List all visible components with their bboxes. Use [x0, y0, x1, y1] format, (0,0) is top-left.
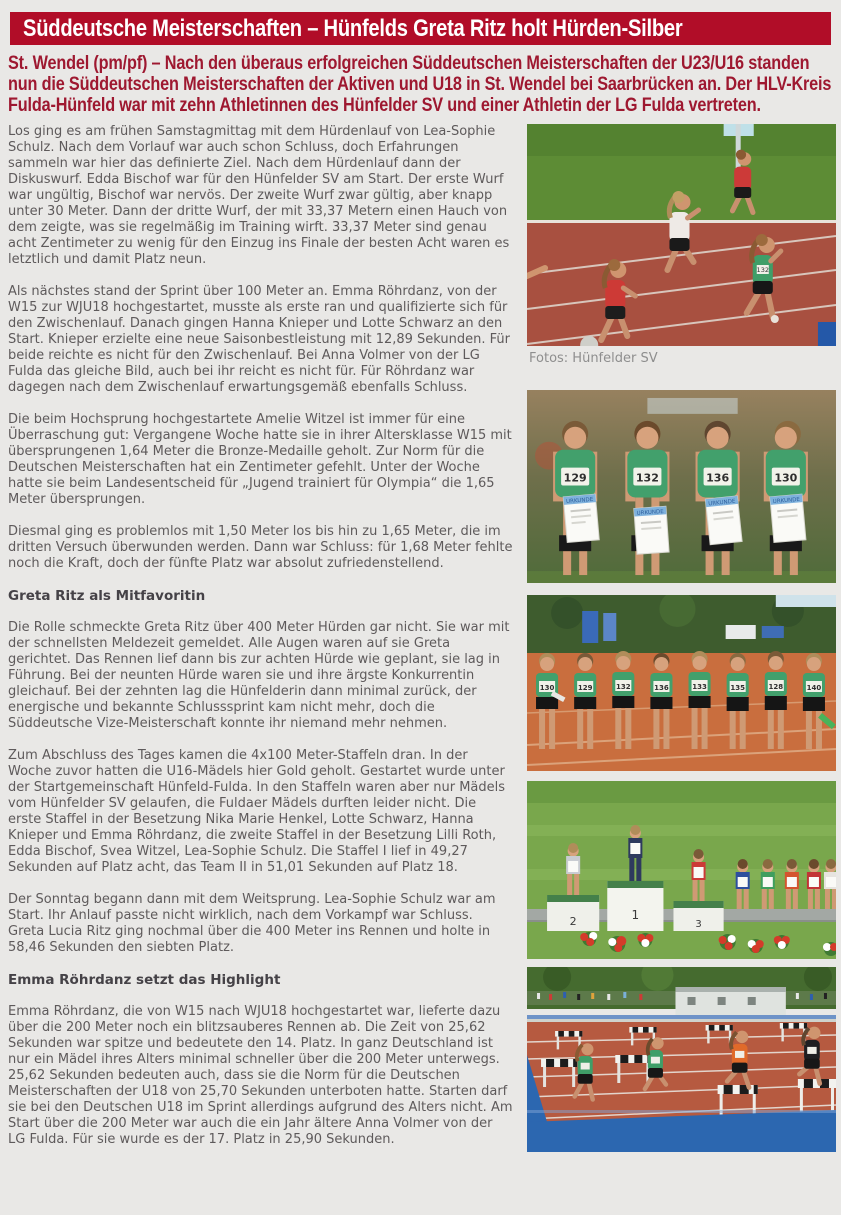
photo-hurdles-race — [527, 967, 836, 1152]
certificate-title: URKUNDE — [772, 496, 801, 506]
bib-number: 130 — [539, 683, 555, 692]
article-paragraph: Zum Abschluss des Tages kamen die 4x100 Meter-Staffeln dran. In der Woche zuvor hatten die U16-Mädels hier Gold geholt. Gestartet wurde unter der Startgemeinschaft Hünfeld-Fulda. In den Staffeln waren aber nur Mädels vom Hünfelder SV gelaufen, die Fuldaer Mädels durften leider nicht. Die erste Staffel in der Besetzung Nika Marie Henkel, Lotte Schwarz, Hanna Knieper und Emma Röhrdanz, die zweite Staffel in der Besetzung Lilli Roth, Edda Bischof, Svea Witzel, Lea-Sophie Schulz. Die Staffel I lief in 49,27 Sekunden auf Platz acht, das Team II in 51,01 Sekunden auf Platz 18. — [8, 748, 506, 875]
bib-number: 140 — [806, 683, 822, 692]
podium-illustration — [527, 781, 836, 959]
podium-label: 3 — [695, 919, 702, 930]
article-body — [8, 124, 836, 1164]
bib-number: 132 — [615, 682, 631, 691]
bib-number: 132 — [635, 471, 659, 485]
bib-number: 136 — [706, 471, 730, 485]
bib-number: 133 — [692, 682, 707, 691]
article-paragraph: Emma Röhrdanz, die von W15 nach WJU18 hochgestartet war, lieferte dazu über die 200 Meter noch ein blitzsauberes Rennen ab. Die Zeit von 25,62 Sekunden war spitze und bedeutete den 14. Platz. In ganz Deutschland ist nur ein Mädel ihres Alters minimal schneller über die 200 Meter unterwegs. 25,62 Sekunden bedeuten auch, dass sie die Norm für die Deutschen Meisterschaften der U18 von 25,70 Sekunden unterboten hatte. Starten darf sie bei den Deutschen U18 im Sprint allerdings aufgrund des Alters nicht. Am Start über die 200 Meter war auch die ein Jahr ältere Anna Volmer von der LG Fulda. Für sie wurde es der 17. Platz in 25,90 Sekunden. — [8, 1004, 513, 1147]
podium-label: 1 — [631, 908, 640, 922]
sprint-race-illustration — [527, 124, 836, 346]
photo-caption: Fotos: Hünfelder SV — [529, 351, 658, 366]
photo-podium-ceremony — [527, 781, 836, 959]
photo-relay-team-certificates — [527, 390, 836, 583]
section-heading: Emma Röhrdanz setzt das Highlight — [8, 972, 281, 988]
article-paragraph: Die beim Hochsprung hochgestartete Amelie Witzel ist immer für eine Überraschung gut: Vergangene Woche hatte sie in ihrer Altersklasse W15 mit übersprungenen 1,64 Meter die Bronze-Medaille geholt. Zur Norm für die Deutschen Meisterschaften hat ein Zentimeter gefehlt. Unter der Woche hatte sie beim Landesentscheid für „Jugend trainiert für Olympia“ die 1,65 Meter übersprungen. — [8, 412, 512, 507]
section-heading: Greta Ritz als Mitfavoritin — [8, 588, 206, 604]
lead-paragraph: St. Wendel (pm/pf) – Nach den überaus erfolgreichen Süddeutschen Meisterschaften der U23/U16 standen nun die Süddeutschen Meisterschaften der Aktiven und U18 in St. Wendel bei Saarbrücken an. Der HLV-Kreis Fulda-Hünfeld war mit zehn Athletinnen des Hünfelder SV und einer Athletin der LG Fulda vertreten. — [8, 53, 832, 116]
certificate-title: URKUNDE — [636, 508, 665, 517]
photo-sprint-race — [527, 124, 836, 346]
certificate-title: URKUNDE — [708, 498, 736, 508]
bib-number: 136 — [654, 683, 669, 692]
bib-number: 129 — [563, 471, 587, 485]
certificate-title: URKUNDE — [565, 496, 594, 506]
photo-column — [527, 124, 836, 1152]
bib-number: 130 — [774, 471, 798, 485]
bib-number: 128 — [768, 682, 784, 691]
article-paragraph: Diesmal ging es problemlos mit 1,50 Meter los bis hin zu 1,65 Meter, die im dritten Versuch überwunden werden. Dann war Schluss: für 1,68 Meter fehlte noch die Kraft, doch der fünfte Platz war absolut zufriedenstellend. — [8, 524, 513, 571]
relay-team-illustration — [527, 390, 836, 583]
article-paragraph: Die Rolle schmeckte Greta Ritz über 400 Meter Hürden gar nicht. Sie war mit der schnellsten Meldezeit gemeldet. Alle Augen waren auf sie Greta gerichtet. Das Rennen lief dann bis zur achten Hürde wie geplant, sie lag in Führung. Bei der neunten Hürde waren sie und ihre ärgste Konkurrentin gleichauf. Bei der zehnten lag die Hünfelderin dann minimal zurück, der energische und bekannte Schlusssprint kam nicht mehr, doch die Süddeutsche Vize-Meisterschaft konnte ihr niemand mehr nehmen. — [8, 620, 510, 731]
article-paragraph: Als nächstes stand der Sprint über 100 Meter an. Emma Röhrdanz, von der W15 zur WJU18 hochgestartet, musste als erste ran und qualifizierte sich für den Zwischenlauf. Danach gingen Hanna Knieper und Lotte Schwarz an den Start. Knieper erzielte eine neue Saisonbestleistung mit 12,89 Sekunden. Für beide reichte es nicht für den Zwischenlauf. Bei Anna Volmer von der LG Fulda das gleiche Bild, auch bei ihr reicht es nicht für. Für Röhrdanz war dagegen nach dem Zwischenlauf erwartungsgemäß ebenfalls Schluss. — [8, 284, 511, 395]
team-lineup-illustration — [527, 595, 836, 771]
article-paragraph: Der Sonntag begann dann mit dem Weitsprung. Lea-Sophie Schulz war am Start. Ihr Anlauf passte nicht wirklich, nach dem Vorkampf war Schluss. Greta Lucia Ritz ging nochmal über die 400 Meter ins Rennen und holte in 58,46 Sekunden den siebten Platz. — [8, 892, 496, 955]
photo-team-lineup — [527, 595, 836, 771]
article-paragraph: Los ging es am frühen Samstagmittag mit dem Hürdenlauf von Lea-Sophie Schulz. Nach dem Vorlauf war auch schon Schluss, doch Erfahrungen sammeln war hier das definierte Ziel. Nach dem Hürdenlauf dann der Diskuswurf. Edda Bischof war für den Hünfelder SV am Start. Der erste Wurf war ungültig, Bischof war nervös. Der zweite Wurf zwar gültig, aber knapp unter 30 Meter. Dann der dritte Wurf, der mit 33,37 Metern einen Hauch von dem zeigte, was sie regelmäßig im Training wirft. 33,37 Meter sind genau acht Zentimeter zu wenig für den Einzug ins Finale der besten Acht waren es letztlich und damit Platz neun. — [8, 124, 510, 267]
bib-number: 135 — [730, 683, 746, 692]
bib-number: 132 — [756, 266, 769, 274]
bib-number: 129 — [577, 683, 593, 692]
page-title: Süddeutsche Meisterschaften – Hünfelds Greta Ritz holt Hürden-Silber — [23, 14, 683, 42]
headline-bar — [10, 12, 831, 45]
hurdles-race-illustration — [527, 967, 836, 1152]
podium-label: 2 — [569, 915, 577, 928]
